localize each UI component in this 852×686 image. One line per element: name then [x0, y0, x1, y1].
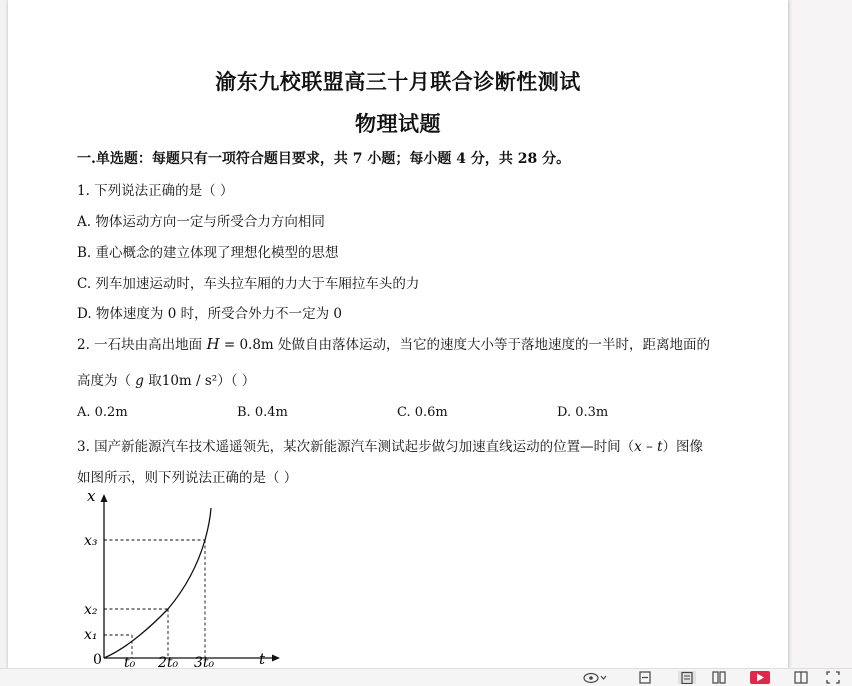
viewer-toolbar: [0, 668, 852, 686]
q2-stem-d: 取10m / s²）（ ）: [143, 373, 256, 389]
q3-stem-line2: 如图所示，则下列说法正确的是（ ）: [77, 470, 298, 486]
tick-x2: x₂: [84, 602, 98, 618]
q1-option-d: D. 物体速度为 0 时，所受合外力不一定为 0: [77, 306, 342, 322]
tick-x1: x₁: [84, 627, 98, 643]
y-axis-arrow: [101, 494, 108, 502]
fullscreen-icon[interactable]: [826, 671, 840, 684]
position-curve: [104, 508, 211, 658]
q1-option-c: C. 列车加速运动时，车头拉车厢的力大于车厢拉车头的力: [77, 276, 420, 292]
section-heading: 一.单选题：每题只有一项符合题目要求，共 7 小题；每小题 4 分，共 28 分。: [77, 151, 571, 167]
document-page: [8, 0, 788, 668]
x-axis-arrow: [272, 655, 280, 662]
q1-option-a: A. 物体运动方向一定与所受合力方向相同: [77, 214, 325, 230]
page-icon[interactable]: [678, 671, 696, 684]
xt-graph: [72, 486, 282, 668]
q3-stem-b: ）图像: [662, 439, 704, 455]
viewer-side-panel: [792, 0, 852, 668]
q3-stem-a: 3. 国产新能源汽车技术遥遥领先，某次新能源汽车测试起步做匀加速直线运动的位置—时间（: [77, 439, 635, 455]
q2-var-h: H: [206, 335, 220, 353]
q2-var-g: g: [135, 373, 144, 389]
tick-2t0: 2t₀: [158, 655, 179, 668]
q2-option-d: D. 0.3m: [557, 405, 609, 420]
q2-stem-line1: [77, 333, 710, 353]
q2-stem-a: 2. 一石块由高出地面: [77, 337, 203, 353]
tick-3t0: 3t₀: [194, 655, 215, 668]
q2-option-c: C. 0.6m: [397, 405, 448, 420]
two-page-icon[interactable]: [712, 671, 726, 684]
q2-stem-c: 高度为（: [77, 373, 131, 389]
tick-t0: t₀: [124, 655, 136, 668]
tick-x3: x₃: [84, 533, 98, 549]
q2-option-a: A. 0.2m: [77, 405, 128, 420]
q3-stem-line1: [77, 435, 703, 455]
q2-stem-b: = 0.8m 处做自由落体运动，当它的速度大小等于落地速度的一半时，距离地面的: [219, 337, 711, 353]
exam-title: 渝东九校联盟高三十月联合诊断性测试: [215, 69, 581, 94]
origin-label: 0: [93, 652, 102, 668]
y-axis-label: x: [87, 487, 96, 505]
q1-option-b: B. 重心概念的建立体现了理想化模型的思想: [77, 245, 339, 261]
play-icon[interactable]: [750, 671, 770, 684]
q2-option-b: B. 0.4m: [237, 405, 288, 420]
columns-icon[interactable]: [794, 671, 808, 684]
exam-subtitle: 物理试题: [355, 111, 441, 136]
q1-stem: 1. 下列说法正确的是（ ）: [77, 183, 234, 199]
q3-var-xt: x – t: [634, 439, 663, 455]
q2-stem-line2: [77, 369, 255, 389]
x-axis-label: t: [259, 650, 266, 668]
single-page-icon[interactable]: [638, 671, 652, 684]
eye-icon[interactable]: [583, 671, 607, 684]
